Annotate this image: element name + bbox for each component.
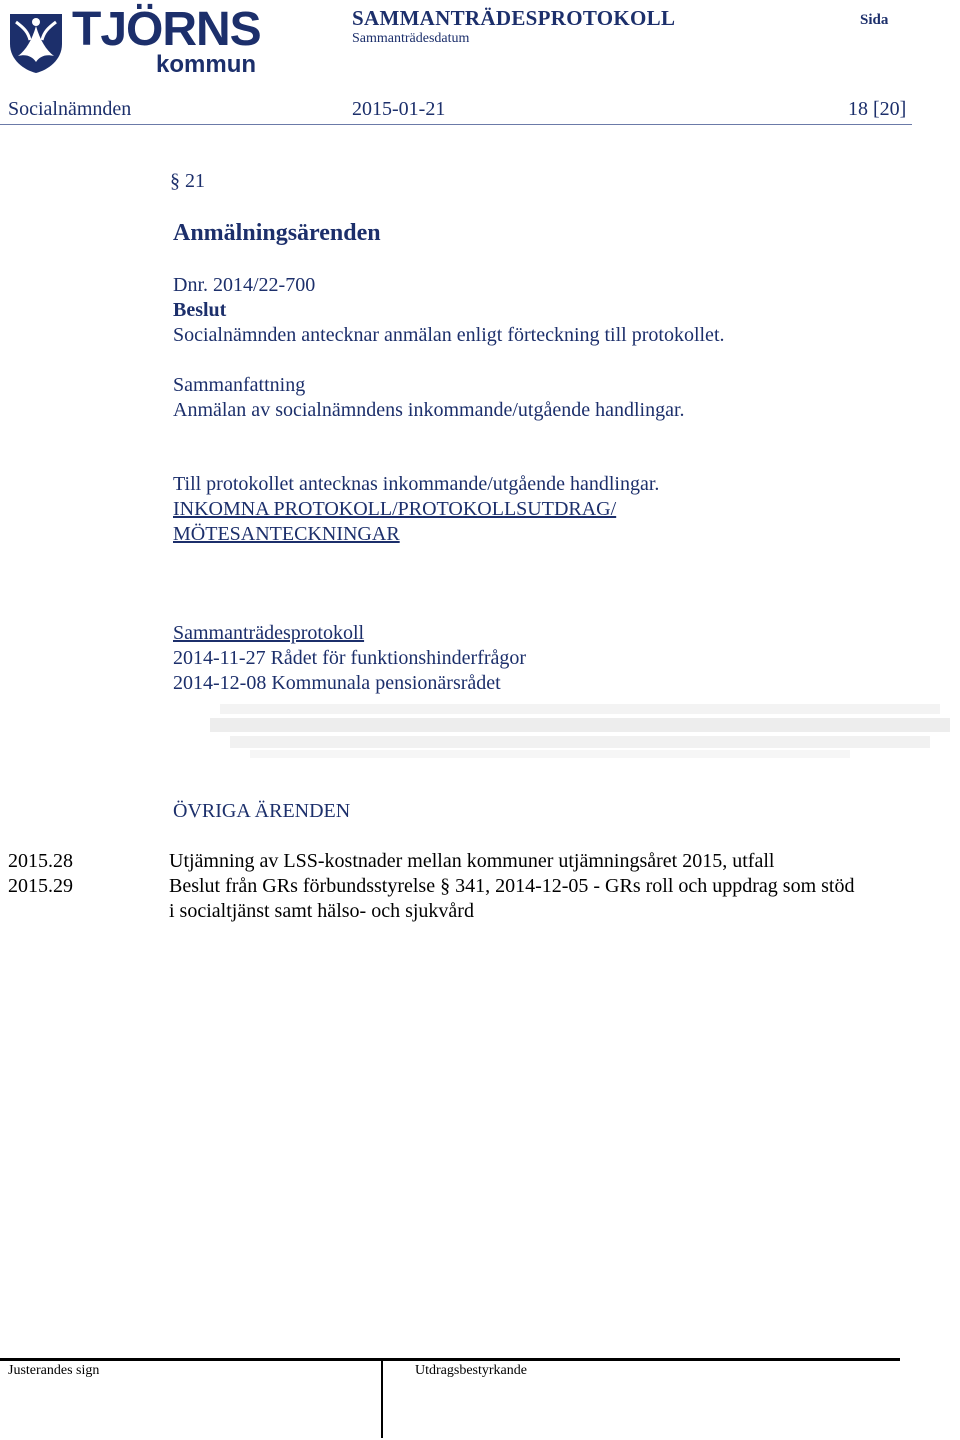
incoming-protocols-heading: INKOMNA PROTOKOLL/PROTOKOLLSUTDRAG/ xyxy=(173,498,617,520)
footer-divider xyxy=(0,1358,900,1361)
item-description-cont: i socialtjänst samt hälso- och sjukvård xyxy=(169,900,474,922)
logo-subtitle: kommun xyxy=(156,51,257,78)
other-matters-heading: ÖVRIGA ÄRENDEN xyxy=(173,800,351,822)
item-description: Beslut från GRs förbundsstyrelse § 341, 2014-12-05 - GRs roll och uppdrag som stöd xyxy=(169,875,855,897)
signature-label: Justerandes sign xyxy=(8,1363,100,1378)
note-text: Till protokollet antecknas inkommande/utgående handlingar. xyxy=(173,473,660,495)
case-number: Dnr. 2014/22-700 xyxy=(173,274,316,296)
document-title: SAMMANTRÄDESPROTOKOLL xyxy=(352,6,676,30)
protocol-item: 2014-12-08 Kommunala pensionärsrådet xyxy=(173,672,501,694)
page-number: 18 [20] xyxy=(848,98,907,120)
protocol-item: 2014-11-27 Rådet för funktionshinderfrågor xyxy=(173,647,527,669)
header-divider xyxy=(0,124,912,125)
item-description: Utjämning av LSS-kostnader mellan kommuner utjämningsåret 2015, utfall xyxy=(169,850,775,872)
excerpt-certification-label: Utdragsbestyrkande xyxy=(415,1363,527,1378)
summary-text: Anmälan av socialnämndens inkommande/utgående handlingar. xyxy=(173,399,685,421)
protocol-subheading: Sammanträdesprotokoll xyxy=(173,622,365,644)
page-label: Sida xyxy=(860,12,889,28)
municipal-crest-icon xyxy=(6,10,66,74)
decision-label: Beslut xyxy=(173,299,227,321)
logo-wordmark: TJÖRNS xyxy=(72,3,261,56)
redacted-scan-area xyxy=(210,700,960,764)
committee-name: Socialnämnden xyxy=(8,98,132,120)
tjorns-kommun-logo xyxy=(6,3,261,78)
section-heading: Anmälningsärenden xyxy=(173,220,381,246)
incoming-protocols-heading-cont: MÖTESANTECKNINGAR xyxy=(173,523,400,545)
item-number: 2015.29 xyxy=(8,875,73,897)
paragraph-number: § 21 xyxy=(170,170,205,192)
decision-text: Socialnämnden antecknar anmälan enligt förteckning till protokollet. xyxy=(173,324,725,346)
meeting-date-label: Sammanträdesdatum xyxy=(352,31,470,46)
footer-column-divider xyxy=(381,1358,383,1438)
summary-label: Sammanfattning xyxy=(173,374,306,396)
meeting-date: 2015-01-21 xyxy=(352,98,446,120)
item-number: 2015.28 xyxy=(8,850,73,872)
